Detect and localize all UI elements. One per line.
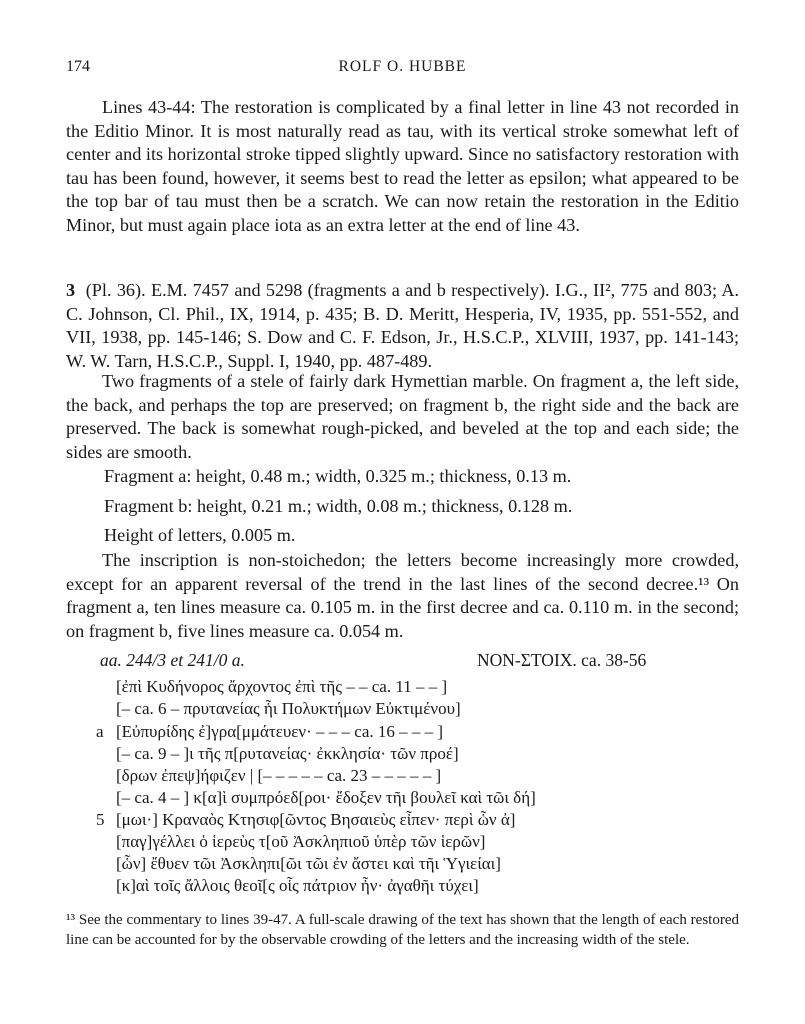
bibliography-text: (Pl. 36). E.M. 7457 and 5298 (fragments a and b respectively). I.G., II², 775 and 803; A. C. Johnson, Cl. Phil., IX, 1914, p. 435; B. D. Meritt, Hesperia, IV, 1935, pp. 551-552, and VII, 1938, pp. 145-146; S. Dow and C. F. Edson, Jr., H.S.C.P., XLVIII, 1937, pp. 141-143; W. W. Tarn, H.S.C.P., Suppl. I, 1940, pp. 487-489. [66, 280, 740, 371]
paragraph-lines-43-44 [66, 96, 739, 238]
inscription-line: [κ]αὶ τοῖς ἄλλοις θεοῖ[ς οἷς πάτριον ἦν· ἀγαθῆι τύχει] [116, 876, 479, 895]
fragment-b-measurement: Fragment b: height, 0.21 m.; width, 0.08 m.; thickness, 0.128 m. [104, 496, 573, 516]
paragraph-text: Lines 43-44: The restoration is complicated by a final letter in line 43 not recorded in the Editio Minor. It is most naturally read as tau, with its vertical stroke somewhat left of center and its horizontal stroke tipped slightly upward. Since no satisfactory restoration with tau has been found, however, it seems best to read the letter as epsilon; what appeared to be the top bar of tau must then be a scratch. We can now retain the restoration in the Editio Minor, but must again place iota as an extra letter at the end of line 43. [66, 97, 739, 235]
stoichedon-paragraph [66, 549, 739, 643]
inscription-line: [ὧν] ἔθυεν τῶι Ἀσκληπι[ῶι τῶι ἐν ἄστει καὶ τῆι Ὑγιείαι] [116, 854, 501, 873]
page-header [66, 58, 739, 82]
inscription-line: [ἐπὶ Κυδήνορος ἄρχοντος ἐπὶ τῆς – – ca. 11 – – ] [116, 677, 448, 696]
entry-3-bibliography [66, 279, 739, 373]
inscription-line: [δρων ἐπεψ]ήφιζεν | [– – – – – ca. 23 – – – – – ] [116, 766, 442, 785]
fragment-label: a [96, 722, 104, 741]
stoichedon-text: The inscription is non-stoichedon; the letters become increasingly more crowded, except for an apparent reversal of the trend in the last lines of the second decree.¹³ On fragment a, ten lines measure ca. 0.105 m. in the first decree and ca. 0.110 m. in the second; on fragment b, five lines measure ca. 0.054 m. [66, 550, 739, 641]
inscription-line: [μωι·] Κραναὸς Κτησιφ[ῶντος Βησαιεὺς εἶπεν· περὶ ὧν ἀ] [116, 810, 516, 829]
page-number: 174 [66, 58, 90, 75]
inscription-line: [– ca. 4 – ] κ[α]ὶ συμπρόεδ[ροι· ἔδοξεν τῆι βουλεῖ καὶ τῶι δή] [116, 788, 536, 807]
inscription-line: [παγ]γέλλει ὁ ἱερεὺς τ[οῦ Ἀσκληπιοῦ ὑπὲρ τῶν ἱερῶν] [116, 832, 486, 851]
line-number-5: 5 [96, 810, 105, 829]
inscription-line: [Εὐπυρίδης ἐ]γρα[μμάτευεν· – – – ca. 16 – – – ] [116, 722, 444, 741]
inscription-line: [– ca. 9 – ]ι τῆς π[ρυτανείας· ἐκκλησία· τῶν προέ] [116, 744, 459, 763]
letter-height: Height of letters, 0.005 m. [104, 525, 296, 545]
running-head: ROLF O. HUBBE [338, 58, 467, 75]
fragment-a-measurement: Fragment a: height, 0.48 m.; width, 0.325 m.; thickness, 0.13 m. [104, 466, 572, 486]
footnote-13: ¹³ See the commentary to lines 39-47. A full-scale drawing of the text has shown that the length of each restored line can be accounted for by the observable crowding of the letters and the increasing width of the stele. [66, 912, 739, 948]
inscription-date: aa. 244/3 et 241/0 a. [100, 650, 245, 670]
inscription-type: NON-ΣΤΟΙΧ. ca. 38-56 [477, 650, 647, 670]
stele-description [66, 370, 739, 464]
description-text: Two fragments of a stele of fairly dark Hymettian marble. On fragment a, the left side, the back, and perhaps the top are preserved; on fragment b, the right side and the back are preserved. The back is somewhat rough-picked, and beveled at the top and each side; the sides are smooth. [66, 371, 739, 462]
entry-number: 3 [66, 280, 76, 300]
inscription-line: [– ca. 6 – πρυτανείας ἧι Πολυκτήμων Εὐκτιμένου] [116, 699, 461, 718]
